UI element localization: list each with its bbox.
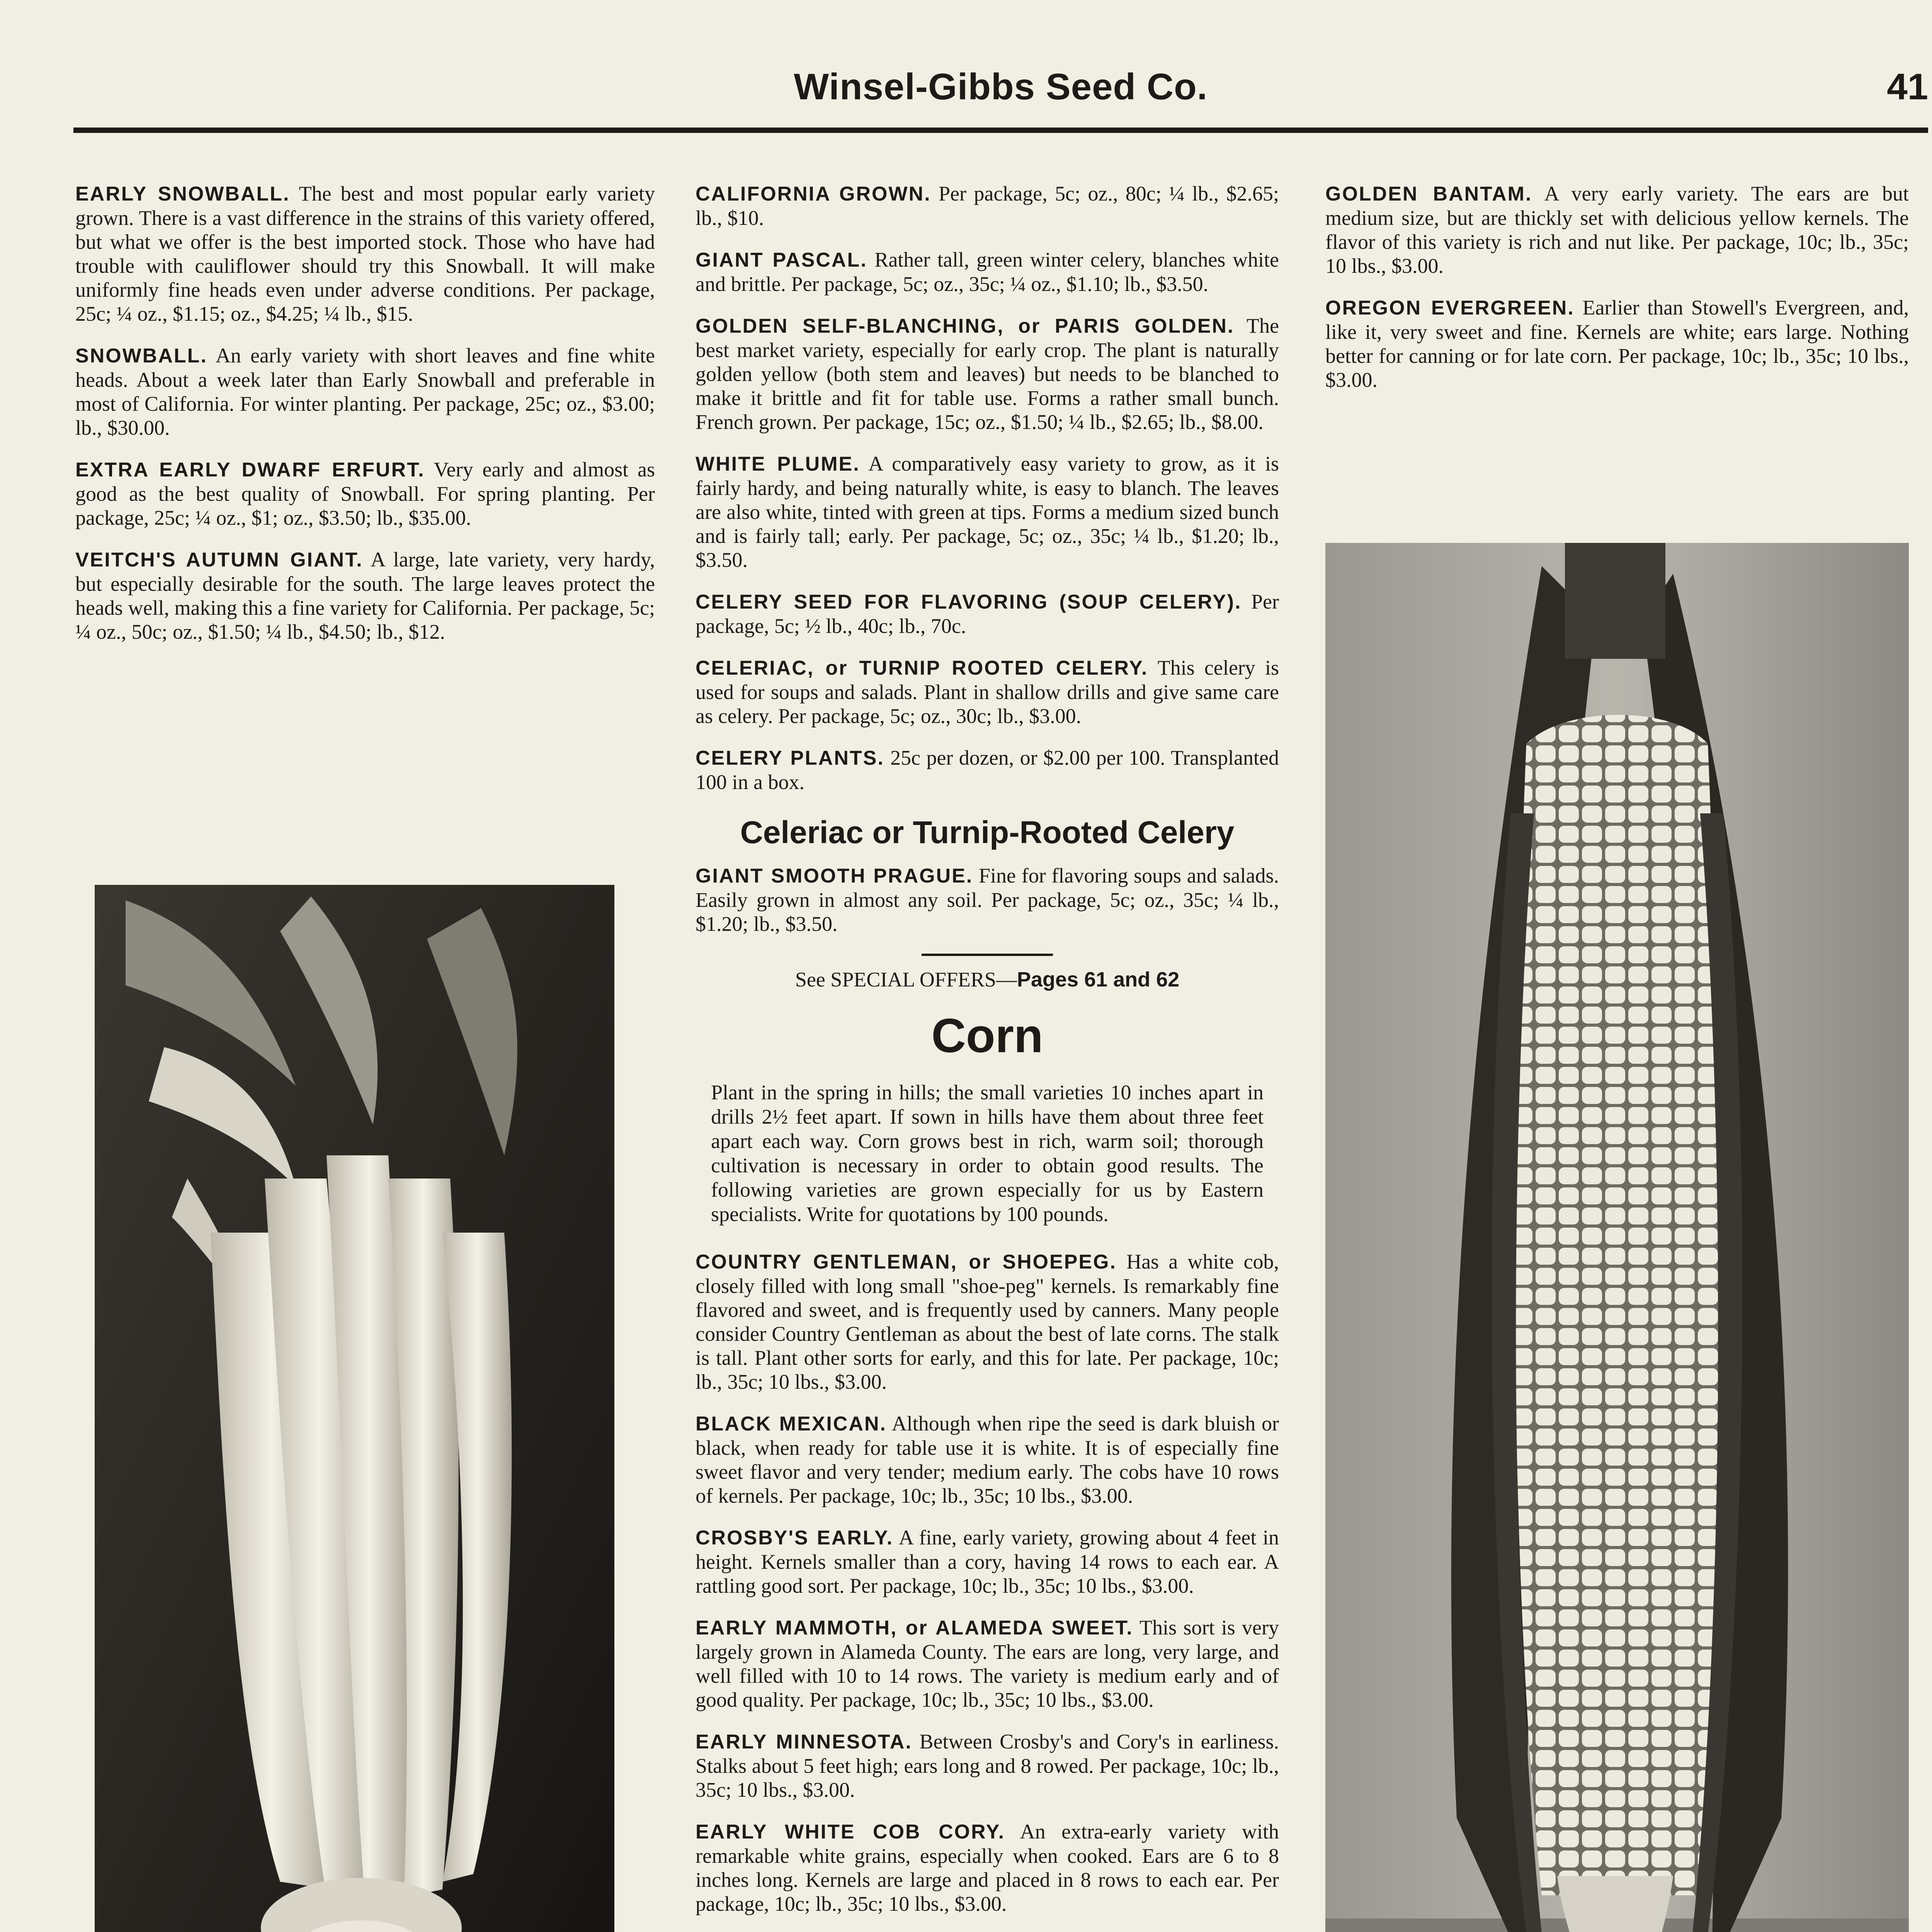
entry-description: A very early variety. The ears are but medium size, but are thickly set with delicious yellow kernels. The flavor of this variety is rich and nut like. Per package, 10c; lb., 35c; 10 lbs., $3.00. xyxy=(1325,182,1909,277)
entry-description: This sort is very largely grown in Alameda County. The ears are long, very large, and well filled with 10 to 14 rows. The variety is medium early and of good quality. Per package, 10c; lb., 35c; 10 lbs., $3.00. xyxy=(696,1616,1279,1711)
entry-name: EARLY WHITE COB CORY. xyxy=(696,1821,1005,1843)
entry-description: A comparatively easy variety to grow, as it is fairly hardy, and being naturally white, is easy to blanch. The leaves are also white, tinted with green at tips. Forms a medium sized bunch and is fairly tall; early. Per package, 5c; oz., 35c; ¼ lb., $1.20; lb., $3.50. xyxy=(696,452,1279,571)
list-item xyxy=(696,656,1279,728)
divider xyxy=(922,954,1053,956)
list-item xyxy=(696,1730,1279,1802)
entry-description: An early variety with short leaves and fine white heads. About a week later than Early Snowball and preferable in most of California. For winter planting. Per package, 25c; oz., $3.00; lb., $30.00. xyxy=(75,344,655,439)
list-item xyxy=(1325,296,1909,392)
list-item xyxy=(696,314,1279,434)
list-item xyxy=(696,1616,1279,1712)
corn-photo xyxy=(1325,543,1909,1932)
list-item xyxy=(75,182,655,326)
entry-description: Between Crosby's and Cory's in earliness. Stalks about 5 feet high; ears long and 8 rowed. Per package, 10c; lb., 35c; 10 lbs., $3.00. xyxy=(696,1730,1279,1801)
list-item xyxy=(696,590,1279,638)
entry-description: Per package, 5c; oz., 80c; ¼ lb., $2.65; lb., $10. xyxy=(696,182,1279,230)
entry-name: EXTRA EARLY DWARF ERFURT. xyxy=(75,459,425,481)
entry-description: Very early and almost as good as the best quality of Snowball. For spring planting. Per package, 25c; ¼ oz., $1; oz., $3.50; lb., $35.00. xyxy=(75,458,655,529)
entry-name: GIANT PASCAL. xyxy=(696,249,867,271)
page-number: 41 xyxy=(1887,66,1928,107)
entry-name: VEITCH'S AUTUMN GIANT. xyxy=(75,549,363,571)
special-offers-note xyxy=(696,968,1279,992)
list-item xyxy=(696,1250,1279,1394)
entry-description: Has a white cob, closely filled with long small "shoe-peg" kernels. Is remarkably fine flavored and sweet, and is frequently used by canners. Many people consider Country Gentleman as about the best of late corns. The stalk is tall. Plant other sorts for early, and this for late. Per package, 10c; lb., 35c; 10 lbs., $3.00. xyxy=(696,1250,1279,1393)
list-item xyxy=(1325,182,1909,278)
list-item xyxy=(696,452,1279,572)
list-item xyxy=(75,344,655,440)
entry-description: 25c per dozen, or $2.00 per 100. Transplanted 100 in a box. xyxy=(696,746,1279,794)
celery-illustration xyxy=(95,885,614,1932)
list-item xyxy=(696,864,1279,936)
entry-name: GOLDEN BANTAM. xyxy=(1325,183,1532,205)
entry-name: BLACK MEXICAN. xyxy=(696,1413,887,1435)
entry-description: An extra-early variety with remarkable white grains, especially when cooked. Ears are 6 to 8 inches long. Kernels are large and placed in 8 rows to each ear. Per package, 10c; lb., 35c; 10 lbs., $3.00. xyxy=(696,1820,1279,1915)
entry-description: The best and most popular early variety grown. There is a vast difference in the strains of this variety offered, but what we offer is the best imported stock. Those who have had trouble with cauliflower should try this Snowball. It will make uniformly fine heads even under adverse conditions. Per package, 25c; ¼ oz., $1.15; oz., $4.25; ¼ lb., $15. xyxy=(75,182,655,325)
page-title: Winsel-Gibbs Seed Co. xyxy=(794,66,1208,107)
entry-description: Although when ripe the seed is dark bluish or black, when ready for table use it is white. It is of especially fine sweet flavor and very tender; medium early. The cobs have 10 rows of kernels. Per package, 10c; lb., 35c; 10 lbs., $3.00. xyxy=(696,1412,1279,1507)
entry-description: Fine for flavoring soups and salads. Easily grown in almost any soil. Per package, 5c; oz., 35c; ¼ lb., $1.20; lb., $3.50. xyxy=(696,864,1279,935)
special-offers-pages: Pages 61 and 62 xyxy=(1017,968,1180,991)
entry-name: CELERY SEED FOR FLAVORING (SOUP CELERY). xyxy=(696,591,1242,613)
entry-name: CELERIAC, or TURNIP ROOTED CELERY. xyxy=(696,657,1148,679)
entry-description: A large, late variety, very hardy, but especially desirable for the south. The large leaves protect the heads well, making this a fine variety for California. Per package, 5c; ¼ oz., 50c; oz., $1.50; ¼ lb., $4.50; lb., $12. xyxy=(75,548,655,643)
entry-description: Rather tall, green winter celery, blanches white and brittle. Per package, 5c; oz., 35c; ¼ oz., $1.10; lb., $3.50. xyxy=(696,248,1279,296)
list-item xyxy=(696,1526,1279,1598)
entry-description: Earlier than Stowell's Evergreen, and, like it, very sweet and fine. Kernels are white; ears large. Nothing better for canning or for late corn. Per package, 10c; lb., 35c; 10 lbs., $3.00. xyxy=(1325,296,1909,391)
entry-name: CELERY PLANTS. xyxy=(696,747,884,769)
celeriac-section-title: Celeriac or Turnip-Rooted Celery xyxy=(740,815,1235,850)
entry-name: CALIFORNIA GROWN. xyxy=(696,183,931,205)
entry-description: The best market variety, especially for early crop. The plant is naturally golden yellow (both stem and leaves) but needs to be blanched to make it brittle and fit for table use. Forms a rather small bunch. French grown. Per package, 15c; oz., $1.50; ¼ lb., $2.65; lb., $8.00. xyxy=(696,314,1279,434)
list-item xyxy=(75,457,655,530)
list-item xyxy=(696,248,1279,296)
entry-name: CROSBY'S EARLY. xyxy=(696,1527,894,1549)
right-column-top xyxy=(1325,182,1909,410)
celery-photo xyxy=(95,885,614,1932)
left-column xyxy=(75,182,655,662)
entry-name: OREGON EVERGREEN. xyxy=(1325,297,1575,319)
entry-name: COUNTRY GENTLEMAN, or SHOEPEG. xyxy=(696,1251,1117,1273)
list-item xyxy=(696,746,1279,794)
corn-section-intro: Plant in the spring in hills; the small varieties 10 inches apart in drills 2½ feet apart. If sown in hills have them about three feet apart each way. Corn grows best in rich, warm soil; thorough cultivation is necessary in order to obtain good results. The following varieties are grown especially for us by Eastern specialists. Write for quotations by 100 pounds. xyxy=(711,1081,1264,1226)
corn-section-title: Corn xyxy=(931,1009,1043,1063)
list-item xyxy=(696,182,1279,230)
corn-illustration xyxy=(1325,543,1909,1932)
list-item xyxy=(696,1412,1279,1508)
entry-name: GIANT SMOOTH PRAGUE. xyxy=(696,865,973,887)
entry-description: Per package, 5c; ½ lb., 40c; lb., 70c. xyxy=(696,590,1279,638)
entry-name: GOLDEN SELF-BLANCHING, or PARIS GOLDEN. xyxy=(696,315,1235,337)
entry-name: EARLY MAMMOTH, or ALAMEDA SWEET. xyxy=(696,1617,1133,1639)
entry-description: This celery is used for soups and salads. Plant in shallow drills and give same care as celery. Per package, 5c; oz., 30c; lb., $3.00. xyxy=(696,656,1279,728)
middle-column xyxy=(696,182,1279,1932)
page-header xyxy=(73,58,1928,120)
special-offers-text: See SPECIAL OFFERS— xyxy=(795,968,1017,991)
header-rule xyxy=(73,128,1928,133)
entry-name: EARLY SNOWBALL. xyxy=(75,183,290,205)
list-item xyxy=(696,1820,1279,1916)
entry-name: WHITE PLUME. xyxy=(696,453,860,475)
entry-description: A fine, early variety, growing about 4 feet in height. Kernels smaller than a cory, having 14 rows to each ear. A rattling good sort. Per package, 10c; lb., 35c; 10 lbs., $3.00. xyxy=(696,1526,1279,1597)
entry-name: EARLY MINNESOTA. xyxy=(696,1731,912,1753)
list-item xyxy=(75,548,655,644)
entry-name: SNOWBALL. xyxy=(75,345,207,367)
